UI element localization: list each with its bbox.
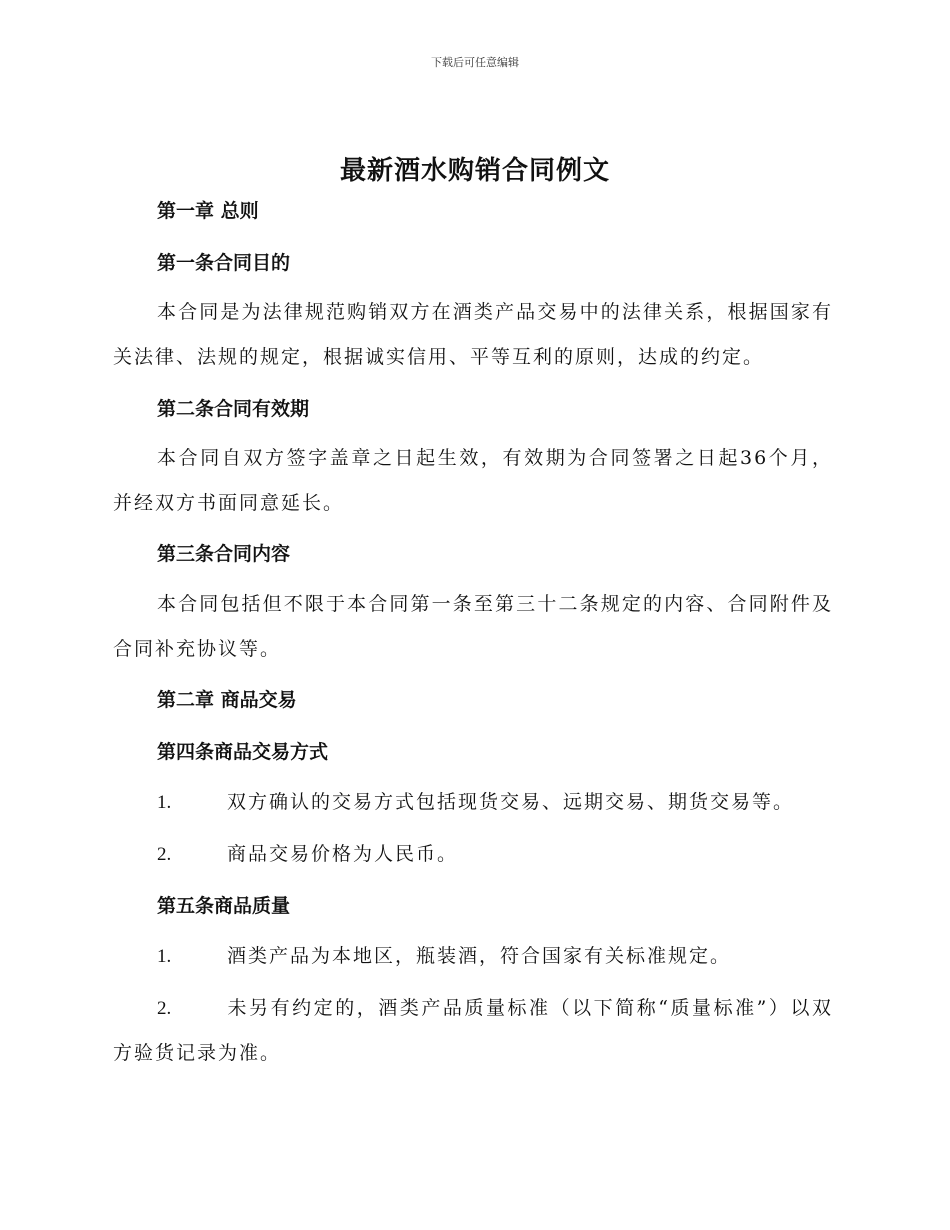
article-4-heading: 第四条商品交易方式 — [157, 741, 329, 763]
list-item — [113, 832, 833, 877]
header-note: 下载后可任意编辑 — [431, 56, 519, 69]
list-item-number: 2. — [157, 844, 172, 865]
list-item-number: 1. — [157, 792, 172, 813]
chapter-2-heading: 第二章 商品交易 — [157, 689, 297, 711]
article-1-heading: 第一条合同目的 — [157, 252, 291, 274]
list-item — [113, 780, 833, 825]
article-3-heading: 第三条合同内容 — [157, 543, 291, 565]
article-5-heading: 第五条商品质量 — [157, 895, 291, 917]
document-title: 最新酒水购销合同例文 — [339, 156, 610, 186]
list-item-number: 2. — [157, 998, 172, 1019]
article-2-text: 本合同自双方签字盖章之日起生效，有效期为合同签署之日起36个月，并经双方书面同意延长。 — [113, 447, 833, 514]
article-2-heading: 第二条合同有效期 — [157, 398, 310, 420]
list-item-text: 酒类产品为本地区，瓶装酒，符合国家有关标准规定。 — [227, 945, 732, 967]
list-item-text: 商品交易价格为人民币。 — [227, 843, 459, 865]
chapter-1-heading: 第一章 总则 — [157, 200, 259, 222]
list-item-text: 双方确认的交易方式包括现货交易、远期交易、期货交易等。 — [227, 791, 795, 813]
list-item — [113, 934, 833, 979]
article-1-text: 本合同是为法律规范购销双方在酒类产品交易中的法律关系，根据国家有关法律、法规的规定，根据诚实信用、平等互利的原则，达成的约定。 — [113, 301, 833, 368]
article-3-text: 本合同包括但不限于本合同第一条至第三十二条规定的内容、合同附件及合同补充协议等。 — [113, 593, 833, 660]
list-item-number: 1. — [157, 946, 172, 967]
list-item — [113, 986, 833, 1076]
list-item-text: 未另有约定的，酒类产品质量标准（以下简称“质量标准”）以双方验货记录为准。 — [113, 997, 833, 1064]
